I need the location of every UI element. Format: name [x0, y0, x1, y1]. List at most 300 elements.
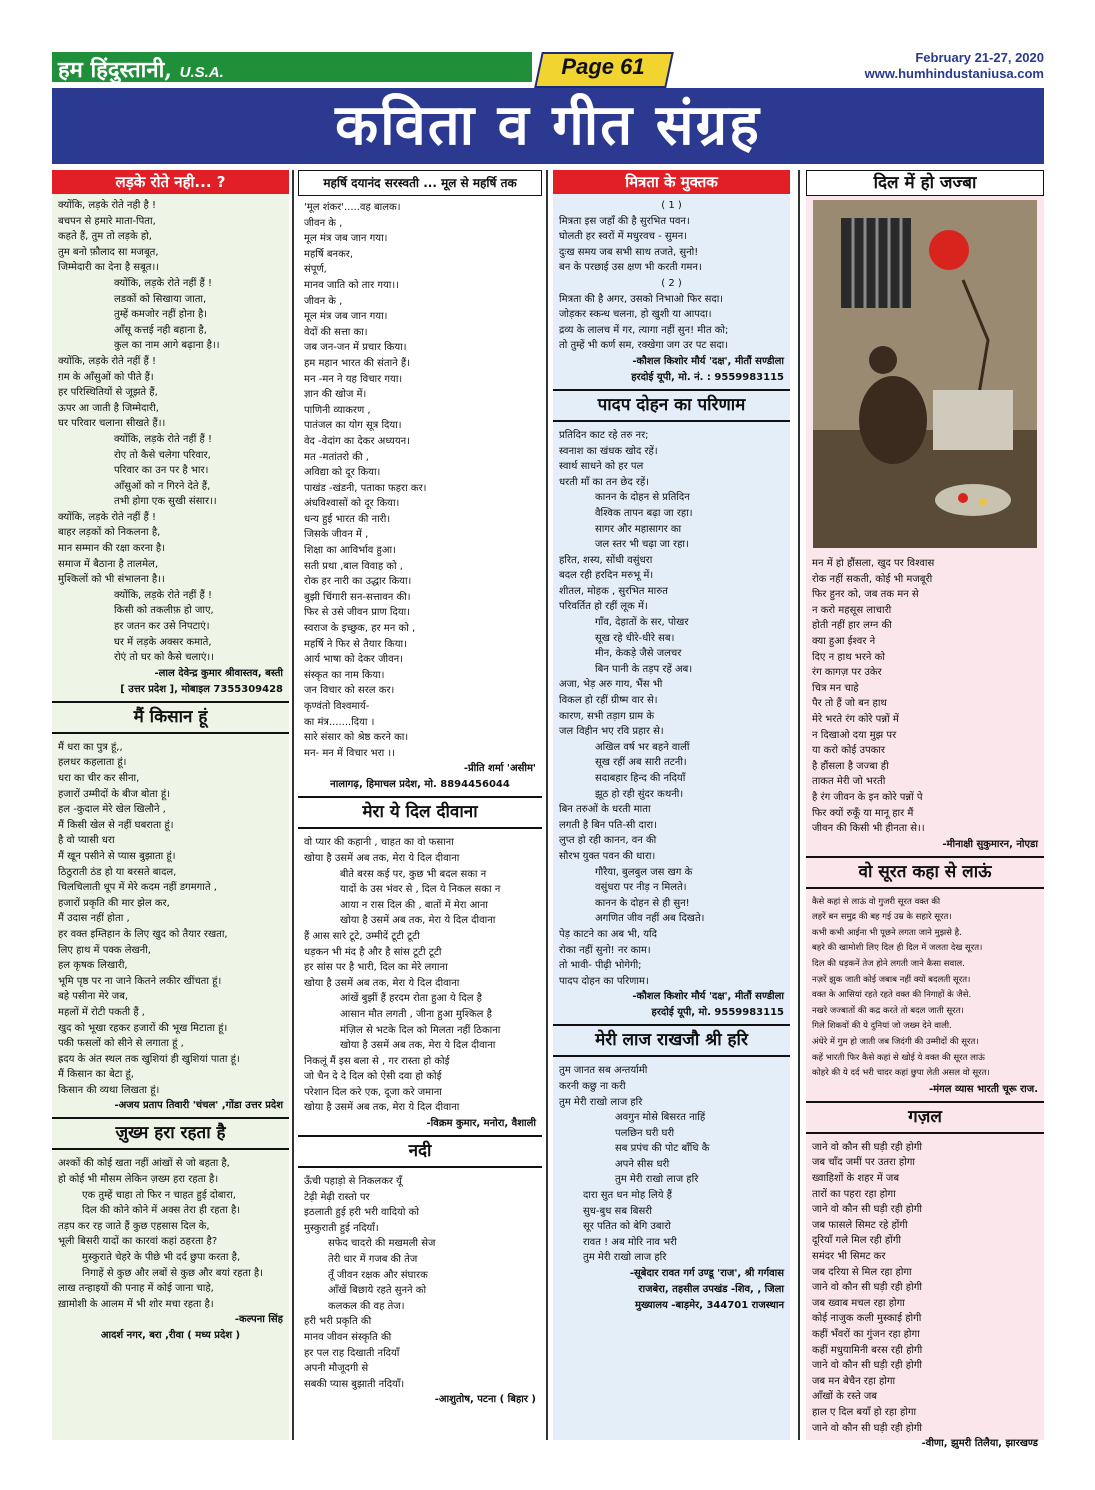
poem-line: अवगुन मोसे बिसरत नाहिं — [615, 1112, 706, 1124]
poem-line: मुस्कुराते चेहरे के पीछे भी दर्द छुपा करता है, — [82, 1252, 241, 1264]
poem-line: हम महान भारत की संताने हैं। — [304, 357, 410, 369]
poem-line: चिलचिलाती धूप में मेरे कदम नहीं डगमगाते , — [58, 882, 217, 894]
poem-credit: -लाल देवेन्द्र कुमार श्रीवास्तव, बस्ती — [154, 667, 283, 679]
poem-line: क्योंकि, लड़के रोते नहीं हैं ! — [58, 511, 157, 523]
poem-line: तभी होगा एक सुखी संसार।। — [114, 496, 217, 508]
poem-line: हरित, शस्य, सोंधी वसुंधरा — [559, 554, 653, 566]
poem-credit: -सूबेदार रावत गर्ग उण्डू 'राज', श्री गर्गवास — [629, 1268, 784, 1280]
stanza-number: ( 1 ) — [661, 200, 682, 211]
poem-line: हर सांस पर है भारी, दिल का मेरे लगाना — [304, 962, 448, 974]
poem-line: धड़कन भी मंद है और है सांस टूटी टूटी — [304, 946, 442, 958]
poem-line: लुप्त हो रही कानन, वन की — [559, 835, 657, 847]
poem-line: तुम्हें कमजोर नहीं होना है। — [114, 309, 208, 321]
poem-line: जब ख्वाब मचल रहा होगा — [812, 1297, 905, 1309]
poem-title: गज़ल — [908, 1106, 942, 1127]
poem-line: खोया है उसमें अब तक, मेरा ये दिल दीवाना — [340, 1040, 496, 1052]
poem-line: स्वार्थ साधने को हर पल — [559, 461, 644, 473]
poem-line: कभी कभी आईना भी पूछने लगता जाने मुझसे है. — [812, 927, 962, 938]
poem-line: मानव जीवन संस्कृति की — [304, 1332, 392, 1343]
poem-line: रावत ! अब मोरि नाव भरी — [583, 1236, 677, 1248]
poem-line: वेदों की सत्ता का। — [304, 326, 368, 338]
poem-line: मैं उदास नहीं होता , — [58, 913, 130, 925]
column-3 — [553, 170, 790, 1440]
column-divider — [292, 170, 294, 1440]
divider — [52, 1117, 289, 1119]
poem-line: रोका नहीं सुनो! नर काम। — [559, 944, 651, 956]
poem-line: बदल रही हरदिन मरुभू में। — [559, 570, 654, 582]
poem-line: वक्त के आसियां रहते रहते वक्त की निगाहों के जैसे. — [812, 990, 972, 1001]
poem-line: आँखें बिछाये रहते सुनने को — [328, 1285, 427, 1297]
poem-line: जाने वो कौन सी घड़ी रही होगी — [812, 1204, 922, 1216]
column-divider — [546, 170, 548, 1440]
poem-line: सागर और महासागर का — [595, 523, 682, 535]
poem-body — [553, 1059, 790, 1266]
painter-photo — [813, 200, 1037, 548]
poem-line: जीवन के , — [304, 295, 343, 307]
poem-line: कहते हैं, तुम तो लड़के हो, — [58, 231, 152, 243]
poem-line: मानव जाति को तार गया।। — [304, 279, 399, 291]
poem-line: महर्षि बनकर, — [304, 248, 354, 260]
website-link[interactable]: www.humhindustaniusa.com — [864, 66, 1044, 81]
poem-body — [806, 891, 1044, 1082]
poem-line: क्योंकि, लड़के रोते नहीं हैं ! — [114, 589, 213, 601]
poem-line: सती प्रथा ,बाल विवाह को , — [304, 560, 403, 572]
poem-line: हर जतन कर उसे निपटाएं। — [114, 621, 210, 633]
poem-line: का मंत्र.......दिया । — [304, 716, 375, 728]
poem-line: ह्रदय के अंत स्थल तक खुशियां ही खुशियां पाता हूं। — [58, 1053, 240, 1065]
poem-line: कलकल की वह तेज। — [328, 1300, 405, 1312]
divider — [806, 1101, 1044, 1103]
poem-line: ख्वाहिशों के शहर में जब — [812, 1173, 900, 1184]
divider — [298, 796, 542, 798]
poem-body — [52, 1152, 289, 1312]
poem-line: चित्र मन चाहे — [812, 682, 859, 694]
poem-line: विकल हो रहीं ग्रीष्म वार से। — [559, 695, 658, 707]
poem-line: 'मूल शंकर'.....वह बालक। — [304, 202, 401, 213]
poem-credit: -विक्रम कुमार, मनोरा, वैशाली — [426, 1118, 536, 1130]
poem-line: सूख रहीं अब सारी तटनी। — [595, 757, 687, 769]
poem-line: आँखों के रस्ते जब — [812, 1391, 878, 1403]
poem-line: आया न रास दिल की , बातों में मेरा आना — [340, 899, 488, 911]
poem-body — [298, 831, 542, 1116]
poem-title: ज़ुख्म हरा रहता है — [115, 1123, 226, 1144]
poem-line: बहे पसीना मेरे जब, — [58, 991, 129, 1003]
stanza — [559, 292, 784, 354]
column-2 — [298, 170, 542, 1440]
poem-line: कहीं भँवरों का गुंजन रहा होगा — [812, 1328, 920, 1340]
poem-line: क्योंकि, लड़के रोते नहीं हैं ! — [114, 433, 213, 445]
poem-line: बिन तरुओं के धरती माता — [559, 804, 651, 816]
divider — [553, 1055, 790, 1057]
divider — [806, 856, 1044, 858]
poem-credit: -अजय प्रताप तिवारी 'चंचल' ,गोंडा उत्तर प्रदेश — [114, 1100, 283, 1112]
poem-line: जीवन के , — [304, 217, 343, 229]
stanza-number: ( 2 ) — [661, 277, 682, 289]
photo-illustration — [813, 200, 1037, 548]
poem-line: सब प्रपंच की पोट बाँधि कै — [615, 1143, 710, 1155]
poem-body — [806, 552, 1044, 837]
poem-line: परिवर्तित हो रहीं लूक में। — [559, 601, 648, 613]
poem-line: जीवन की किसी भी हीनता से।। — [812, 823, 925, 835]
poem-line: गाँव, देहातों के सर, पोखर — [595, 617, 689, 629]
poem-line: गौरैया, बुलबुल जस खग के — [595, 866, 693, 878]
poem-line: धरती माँ का तन छेद रहें। — [559, 476, 650, 488]
poem-line: स्वनाश का खंधक खोद रहें। — [559, 445, 658, 457]
poem-line: जाने वो कौन सी घड़ी रही होगी — [812, 1360, 922, 1372]
poem-line: तुम बनो फ़ौलाद सा मजबूत, — [58, 246, 159, 258]
poem-line: कैसे कहां से लाऊं वो गुजरी सूरत वक्त की — [812, 896, 941, 907]
poem-line: यादों के उस भंवर से , दिल ये निकल सका न — [340, 884, 501, 896]
poem-line: प्रतिदिन काट रहे तरु नर; — [559, 429, 649, 441]
poem-line: हर वक्त इम्तिहान के लिए खुद को तैयार रखता, — [58, 928, 228, 940]
masthead-suffix: U.S.A. — [179, 64, 224, 81]
poem-title: दिल में हो जज्बा — [806, 170, 1044, 196]
poem-line: हर परिस्थितियों से जूझते हैं, — [58, 387, 158, 399]
poem-line: लिए हाथ में पक्क लेखनी, — [58, 944, 151, 956]
poem-line: मन में हो हौंसला, खुद पर विश्वास — [812, 558, 935, 569]
poem-line: अपनी मौजूदगी से — [304, 1363, 369, 1375]
section-title: कविता व गीत संग्रह — [335, 93, 761, 158]
column-4 — [806, 170, 1044, 1450]
poem-line: मंज़िल से भटके दिल को मिलता नहीं ठिकाना — [340, 1024, 501, 1036]
poem-line: अविद्या को दूर किया। — [304, 467, 381, 479]
page-number: Page 61 — [561, 54, 645, 79]
poem-line: पाणिनी व्याकरण , — [304, 404, 371, 416]
poem-line: मैं खून पसीने से प्यास बुझाता हूं। — [58, 850, 176, 862]
poem-line: फिर हुनर को, जब तक मन से — [812, 589, 919, 601]
poem-line: सुध-बुध सब बिसरी — [583, 1205, 652, 1217]
poem-line: ऊँची पहाड़ो से निकलकर यूँ — [304, 1176, 402, 1188]
poem-credit: हरदोई यूपी, मो. नं. : 9559983115 — [631, 371, 784, 383]
poem-line: करनी कछु ना करी — [559, 1080, 626, 1092]
poem-credit: मुख्यालय -बाड़मेर, 344701 राजस्थान — [635, 1300, 784, 1312]
poem-line: क्या हुआ ईश्वर ने — [812, 635, 876, 647]
poem-title: पादप दोहन का परिणाम — [597, 394, 746, 415]
poem-line: जो चैन दे दे दिल को ऐसी दवा हो कोई — [304, 1071, 442, 1083]
poem-line: परिवार का उन पर है भार। — [114, 465, 209, 477]
poem-line: गिले शिकवों की ये दुनियां जो जख्म देने वाली. — [812, 1021, 952, 1032]
poem-line: सदाबहार हिन्द की नदियाँ — [595, 773, 686, 784]
poem-line: कहीं मधुयामिनी बरस रही होगी — [812, 1344, 923, 1356]
poem-line: तुम मेरी राखो लाज हरि — [559, 1096, 643, 1108]
poem-body — [298, 196, 542, 761]
poem-line: क्योंकि, लड़के रोते नहीं हैं ! — [114, 277, 213, 289]
poem-line: मेरे भरते रंग कोरे पन्नों में — [812, 713, 899, 725]
poem-line: खोया है उसमें अब तक, मेरा ये दिल दीवाना — [304, 977, 460, 989]
poem-line: सूख रहे धीरे-धीरे सब। — [595, 632, 675, 644]
poem-line: दिए न हाथ भरने को — [812, 651, 885, 663]
poem-line: बिन पानी के तड़प रहें अब। — [595, 663, 693, 675]
poem-line: ज्ञान की खोज में। — [304, 389, 367, 401]
poem-line: दूरियाँ गले मिल रही होंगी — [812, 1235, 901, 1247]
poem-line: तारों का पहरा रहा होगा — [812, 1188, 896, 1200]
poem-line: जाने वो कौन सी घड़ी रही होगी — [812, 1422, 922, 1434]
poem-line: आँसू कत्तई नही बहाना है, — [114, 324, 207, 336]
poem-line: एक तुम्हें चाहा तो फिर न चाहत हुई दोबारा, — [82, 1189, 236, 1201]
poem-line: खुद को भूखा रहकर हजारों की भूख मिटाता हूं। — [58, 1022, 228, 1034]
poem-line: मान सम्मान की रक्षा करना है। — [58, 543, 166, 555]
poem-line: वेद -वेदांग का देकर अध्ययन। — [304, 435, 410, 447]
poem-body — [52, 194, 289, 666]
poem-line: ख़ामोशी के आलम में भी शोर मचा रहता है। — [58, 1298, 214, 1310]
poem-credit: -वीणा, झुमरी तिलैया, झारखण्ड — [921, 1438, 1038, 1450]
poem-line: इठलाती हुई हरी भरी वादियो को — [304, 1207, 419, 1219]
poem-line: हैं आस सारे टूटे, उम्मीदें टूटी टूटी — [304, 930, 420, 942]
poem-body — [298, 1170, 542, 1392]
poem-line: संस्कृत का नाम किया। — [304, 669, 385, 681]
poem-body — [553, 424, 790, 989]
poem-line: रोक नहीं सकती, कोई भी मजबूरी — [812, 573, 933, 585]
poem-line: फिर क्यों रुकूँ या मानू हार मैं — [812, 807, 914, 819]
poem-line: रोएं तो घर को कैसे चलाएं।। — [114, 652, 214, 664]
column-divider — [798, 170, 800, 1440]
poem-line: आँसुओं को न गिरने देते हैं, — [114, 480, 211, 492]
poem-line: पैर तो हैं जो बन हाथ — [812, 698, 887, 710]
poem-line: शीतल, मोहक , सुरभित मारुत — [559, 585, 668, 597]
poem-line: टेढ़ी मेढ़ी रास्तो पर — [304, 1191, 370, 1203]
poem-line: अपने सीस धरी — [615, 1158, 670, 1170]
poem-line: हजारों प्रकृति की मार झेल कर, — [58, 897, 170, 909]
poem-line: नखरे जज्बातों की कद्र करते तो बदल जाती सूरत। — [812, 1005, 964, 1016]
poem-line: कृण्वंतो विश्वमार्य- — [304, 701, 370, 712]
poem-line: मित्रता इस जहाँ की है सुरभित पवन। — [559, 215, 690, 227]
poem-line: वैश्विक तापन बढ़ा जा रहा। — [595, 507, 693, 519]
poem-line: कुल का नाम आगे बढ़ाना है।। — [114, 340, 220, 352]
poem-line: सूर पतित को बेगि उबारो — [583, 1221, 671, 1233]
poem-line: तूँ जीवन रक्षक और संघारक — [328, 1269, 428, 1281]
stanza — [559, 214, 784, 276]
poem-line: कहें भारती फिर कैसे कहां से खोई ये वक्त की सूरत लाऊं — [812, 1052, 985, 1063]
poem-line: सारे संसार को श्रेष्ठ करने का। — [304, 732, 409, 744]
poem-line: मत -मतांतरो की , — [304, 451, 369, 463]
poem-credit: आदर्श नगर, बरा ,रीवा ( मध्य प्रदेश ) — [100, 1330, 241, 1342]
poem-line: वो प्यार की कहानी , चाहत का वो फसाना — [304, 837, 454, 849]
poem-line: दिल की धड़कनें तेज होने लगती जाने कैसा सवाल. — [812, 959, 965, 970]
poem-line: लाख तन्हाइयों की पनाह में कोई जाना चाहे, — [58, 1283, 214, 1295]
poem-line: आर्य भाषा को देकर जीवन। — [304, 654, 403, 666]
poem-line: दुःख समय जब सभी साथ तजते, सुनो! — [559, 246, 699, 258]
poem-line: मीन, केकड़े जैसे जलचर — [595, 648, 682, 660]
poem-line: हल कृषक लिखारी, — [58, 960, 128, 972]
poem-line: जब चाँद जमीं पर उतरा होगा — [812, 1157, 916, 1169]
divider — [52, 1148, 289, 1150]
poem-line: घर परिवार चलाना सीखते हैं।। — [58, 418, 166, 430]
poem-body — [553, 194, 790, 354]
poem-line: होती नहीं हार लग्न की — [812, 620, 892, 632]
divider — [52, 732, 289, 734]
poem-line: तुम जानत सब अन्तर्यामी — [559, 1065, 648, 1077]
poem-line: अखिल वर्ष भर बहने वालीं — [595, 741, 690, 753]
poem-credit: -प्रीति शर्मा 'असीम' — [463, 763, 536, 775]
poem-title: मेरी लाज राखजौ श्री हरि — [595, 1030, 748, 1051]
poem-line: मन- मन में विचार भरा ।। — [304, 747, 396, 759]
poem-line: हर पल राह दिखाती नदियाँ — [304, 1347, 400, 1359]
poem-line: लडकों को सिखाया जाता, — [114, 293, 207, 305]
poem-line: है वो प्यासी धरा — [58, 835, 115, 847]
poem-credit: राजबेरा, तहसील उपखंड -शिव, , जिला — [638, 1284, 784, 1296]
poem-line: निगाहें से कुछ और लबों से कुछ और बयां रहता है। — [82, 1267, 263, 1279]
poem-line: सौरभ युक्त पवन की धारा। — [559, 850, 656, 862]
poem-line: पलछिन घरी घरी — [615, 1127, 675, 1139]
poem-line: न दिखाओ दया मुझ पर — [812, 729, 897, 741]
poem-line: खोया है उसमें अब तक, मेरा ये दिल दीवाना — [304, 852, 460, 864]
poem-line: तेरी धार में गजब की तेज — [328, 1254, 418, 1266]
poem-line: मूल मंत्र जब जान गया। — [304, 233, 388, 245]
poem-line: तो भावी- पीढ़ी भोगेगी; — [559, 960, 642, 972]
poem-line: हाल ए दिल बयाँ हो रहा होगा — [812, 1406, 917, 1418]
poem-credit: -मीनाक्षी सुकुमारन, नोएडा — [942, 838, 1038, 850]
poem-line: संपूर्ण, — [304, 264, 327, 276]
poem-line: द्रव्य के लालच में गर, त्यागा नहीं सुन! मीत को; — [559, 324, 729, 336]
poem-line: बुझी चिंगारी सन-सत्तावन की। — [304, 591, 411, 603]
poem-line: कानन के दोहन से ही सुन! — [595, 897, 690, 909]
divider — [52, 701, 289, 703]
poem-title: लड़के रोते नही... ? — [52, 170, 289, 194]
poem-credit: [ उत्तर प्रदेश ], मोबाइल 7355309428 — [120, 683, 283, 695]
poem-body — [52, 736, 289, 1099]
divider — [298, 1166, 542, 1168]
poem-line: मुश्किलों को भी संभालना है।। — [58, 574, 165, 586]
divider — [806, 1132, 1044, 1134]
poem-line: सफेद चादरो की मखमली सेज — [328, 1238, 436, 1250]
poem-title: नदी — [408, 1141, 432, 1162]
divider — [806, 887, 1044, 889]
poem-line: है हौंसला है जज्बा ही — [812, 760, 889, 772]
poem-line: मन -मन ने यह विचार गया। — [304, 373, 403, 385]
poem-line: अश्कों की कोई खता नहीं आंखों से जो बहता है, — [58, 1158, 230, 1170]
poem-line: जाने वो कौन सी घड़ी रही होगी — [812, 1282, 922, 1294]
poem-line: ग़म के आँसुओं को पीते हैं। — [58, 371, 154, 383]
poem-line: जल विहीन भए रवि प्रहार से। — [559, 726, 664, 738]
poem-line: जोड़कर स्कन्ध चलना, हो खुशी या आपदा। — [559, 309, 712, 321]
poem-line: जब फासले सिमट रहे होंगी — [812, 1219, 908, 1231]
poem-title: मैं किसान हूं — [133, 706, 208, 727]
poem-line: मैं धरा का पुत्र हूं,, — [58, 741, 123, 753]
poem-line: महर्षि ने फिर से तैयार किया। — [304, 638, 407, 650]
masthead-brand: हम हिंदुस्तानी, U.S.A. — [58, 57, 224, 83]
poem-line: ताकत मेरी जो भरती — [812, 776, 886, 788]
poem-line: जब जन-जन में प्रचार किया। — [304, 342, 407, 354]
poem-line: जिसके जीवन में , — [304, 529, 369, 541]
poem-line: हरी भरी प्रकृति की — [304, 1316, 372, 1328]
poem-line: रोक हर नारी का उद्धार किया। — [304, 576, 412, 588]
poem-line: समंदर भी सिमट कर — [812, 1250, 886, 1262]
poem-line: बीते बरस कई पर, कुछ भी बदल सका न — [340, 868, 487, 880]
poem-line: क्योंकि, लड़के रोते नहीं हैं ! — [58, 355, 157, 367]
poem-line: धन्य हुई भारत की नारी। — [304, 513, 391, 525]
poem-line: हल -कुदाल मेरे खेल खिलौने , — [58, 804, 166, 816]
poem-line: मित्रता की है अगर, उसको निभाओ फिर सदा। — [559, 293, 724, 305]
poem-credit: -मंगल व्यास भारती चूरू राज. — [928, 1083, 1038, 1095]
poem-credit: -कल्पना सिंह — [234, 1314, 283, 1326]
divider — [298, 827, 542, 829]
poem-line: घोलती हर स्वरों में मधुरवच - सुमन। — [559, 231, 687, 243]
poem-line: बाहर लड़कों को निकलना है, — [58, 527, 161, 539]
poem-line: दिल की कोने कोने में अक्स तेरा ही रहता है। — [82, 1205, 241, 1217]
poem-line: कारण, सभी तड़ाग ग्राम के — [559, 710, 655, 722]
issue-date: February 21-27, 2020 — [915, 50, 1044, 65]
poem-line: वसुंधरा पर नीड़ न मिलते। — [595, 882, 687, 894]
poem-line: समाज में बैठाना है तालमेल, — [58, 558, 159, 570]
poem-line: तड़प कर रह जाते हैं कुछ एहसास दिल के, — [58, 1220, 210, 1232]
poem-line: हो कोई भी मौसम लेकिन ज़ख्म हरा रहता है। — [58, 1174, 219, 1186]
poem-line: घर में लड़के अक्सर कमाते, — [114, 636, 212, 648]
poem-line: रंग कागज़ पर उकेर — [812, 667, 882, 679]
poem-line: किसी को तकलीफ़ हो जाए, — [114, 605, 214, 617]
poem-line: जब दरिया से मिल रहा होगा — [812, 1266, 912, 1278]
poem-line: धरा का चीर कर सीना, — [58, 773, 140, 784]
poem-line: तुम मेरी राखो लाज हरि — [615, 1174, 699, 1186]
poem-line: मूल मंत्र जब जान गया। — [304, 311, 388, 323]
poem-body — [806, 1136, 1044, 1436]
poem-line: बहरे की खामोशी लिए दिल ही दिल में जलता देख सूरत। — [812, 943, 983, 954]
poem-line: जल स्तर भी चढ़ा जा रहा। — [595, 539, 689, 551]
divider — [553, 420, 790, 422]
column-1 — [52, 170, 289, 1440]
poem-line: कोहरे की ये दर्द भरी चादर कहां छुपा लेती असल वो सूरत। — [812, 1068, 990, 1079]
poem-title: मेरा ये दिल दीवाना — [362, 802, 478, 823]
divider — [553, 389, 790, 391]
poem-line: फिर से उसे जीवन प्राण दिया। — [304, 607, 410, 619]
poem-line: है रंग जीवन के इन कोरे पन्नों पे — [812, 791, 923, 803]
divider — [298, 1135, 542, 1137]
poem-line: अंधेरे में गुम हो जाती जब जिदंगी की उम्मीदों की सूरत। — [812, 1037, 979, 1048]
poem-line: क्योंकि, लड़के रोते नही है ! — [58, 200, 157, 211]
poem-line: अंधविश्वासों को दूर किया। — [304, 498, 400, 510]
poem-line: पकी फसलों को सीने से लगाता हूं , — [58, 1038, 184, 1050]
poem-credit: -कौशल किशोर मौर्य 'दक्ष', मीतौं सण्डीला — [632, 355, 784, 367]
poem-credit: नालागढ़, हिमाचल प्रदेश, मो. 8894456044 — [330, 779, 510, 791]
poem-line: शिक्षा का आविर्भाव हुआ। — [304, 545, 396, 557]
poem-line: जिम्मेदारी का देना है सबूत।। — [58, 262, 160, 274]
poem-title: वो सूरत कहा से लाऊं — [858, 861, 992, 882]
poem-credit: -आशुतोष, पटना ( बिहार ) — [434, 1394, 536, 1406]
poem-line: आंखें बुझीं हैं हरदम रोता हुआ ये दिल है — [340, 993, 482, 1005]
poem-line: लगती है बिन पति-सी दारा। — [559, 819, 657, 831]
poem-line: जब मन बेचैन रहा होगा — [812, 1375, 896, 1387]
poem-credit: -कौशल किशोर मौर्य 'दक्ष', मीतौं सण्डीला — [632, 991, 784, 1003]
poem-line: मैं किसी खेल से नहीं घबराता हूं। — [58, 819, 174, 831]
poem-line: जन विचार को सरल कर। — [304, 685, 395, 697]
poem-line: मुस्कुराती हुई नदियाँ। — [304, 1222, 379, 1234]
poem-line: निकलूं मैं इस बला से , गर रास्ता हो कोई — [304, 1055, 450, 1067]
poem-line: हजारों उम्मीदों के बीज बोता हूं। — [58, 788, 170, 800]
poem-title: महर्षि दयानंद सरस्वती ... मूल से महर्षि तक — [298, 170, 542, 196]
poem-title: मित्रता के मुक्तक — [553, 170, 790, 194]
poem-line: पाखंड -खंडनी, पताका फहरा कर। — [304, 482, 427, 494]
poem-line: अजा, भेड़ अरु गाय, भैंस भी — [559, 679, 663, 691]
poem-line: बचपन से हमारे माता-पिता, — [58, 215, 156, 227]
poem-line: हलधर कहलाता हूं। — [58, 757, 127, 769]
poem-line: भूली बिसरी यादों का कारवां कहां ठहरता है? — [58, 1236, 218, 1248]
poem-line: दारा सुत धन मोह लिये हैं — [583, 1190, 672, 1202]
poem-line: मैं किसान का बेटा हूं, — [58, 1069, 134, 1081]
poem-line: तुम मेरी राखो लाज हरि — [583, 1252, 667, 1264]
poem-line: न करो महसूस लाचारी — [812, 604, 892, 616]
poem-line: झूठ हो रही सुंदर कथनी। — [595, 788, 684, 800]
poem-line: लहरें बन समुद्र की बह गई उम्र के सहारे सूरत। — [812, 912, 952, 923]
poem-line: रोए तो कैसे चलेगा परिवार, — [114, 449, 211, 461]
poem-line: ऊपर आ जाती है जिम्मेदारी, — [58, 402, 159, 414]
poem-line: या करो कोई उपकार — [812, 745, 885, 757]
poem-line: स्वराज के इच्छुक, हर मन को , — [304, 623, 416, 635]
poem-line: खोया है उसमें अब तक, मेरा ये दिल दीवाना — [340, 915, 496, 927]
poem-line: आसान मौत लगती , जीना हुआ मुश्किल है — [340, 1008, 492, 1020]
poem-line: अगणित जीव नहीं अब दिखते। — [595, 913, 705, 925]
poem-line: महलों में रोटी पकती हैं , — [58, 1006, 145, 1018]
poem-line: बन के परछाई उस क्षण भी करती गमन। — [559, 262, 702, 274]
poem-line: पेड़ काटने का अब भी, यदि — [559, 928, 657, 940]
